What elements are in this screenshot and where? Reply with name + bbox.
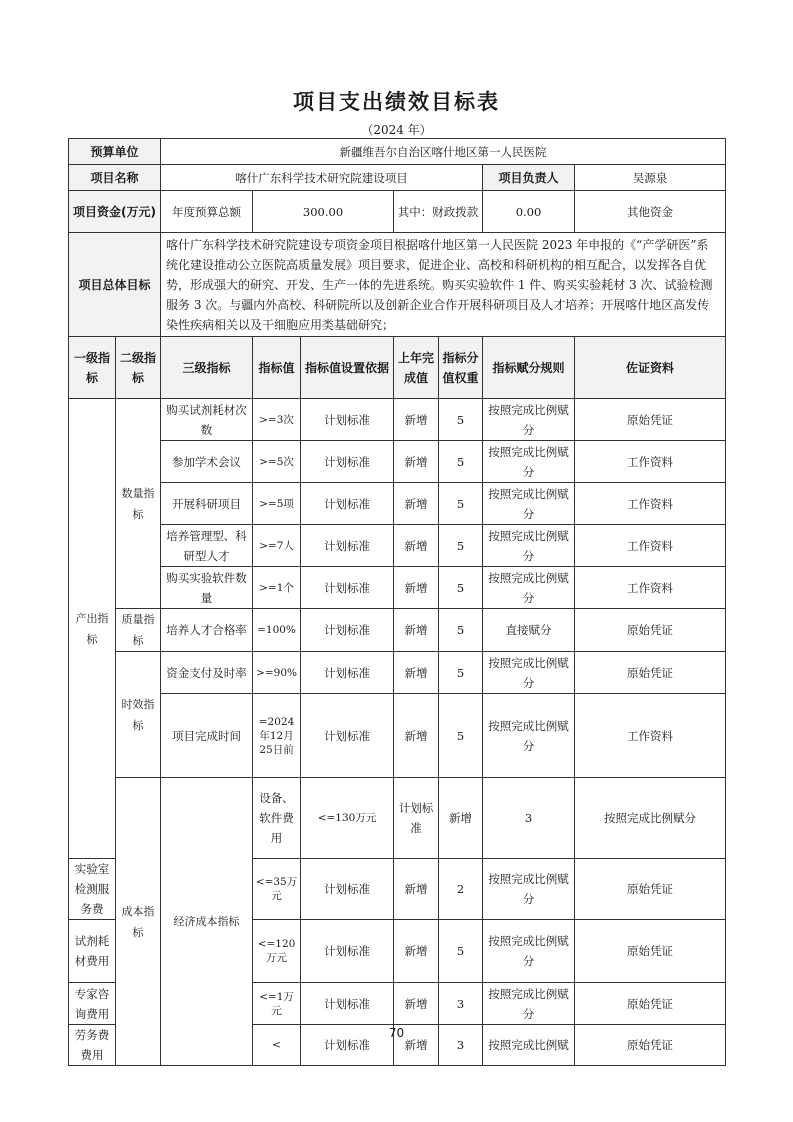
- indicator-value: >=3次: [253, 399, 301, 441]
- table-row: [69, 609, 726, 652]
- header-level1: 一级指标: [69, 337, 116, 399]
- indicator-weight: 5: [439, 525, 483, 567]
- table-row: [69, 567, 726, 609]
- indicator-value: >=5次: [253, 441, 301, 483]
- annual-label: 年度预算总额: [161, 191, 253, 233]
- indicator-rule: 直接赋分: [483, 609, 575, 652]
- indicator-name: 设备、软件费用: [253, 778, 301, 859]
- header-weight: 指标分值权重: [439, 337, 483, 399]
- indicator-basis: 计划标准: [301, 983, 394, 1025]
- indicator-value: <=130万元: [301, 778, 394, 859]
- indicator-last: 新增: [394, 859, 439, 920]
- header-level3: 三级指标: [161, 337, 253, 399]
- indicator-weight: 5: [439, 399, 483, 441]
- indicator-weight: 5: [439, 920, 483, 983]
- indicator-evidence: 原始凭证: [575, 983, 726, 1025]
- indicator-value: <=120万元: [253, 920, 301, 983]
- indicator-basis: 计划标准: [301, 525, 394, 567]
- indicator-basis: 计划标准: [301, 609, 394, 652]
- indicator-name: 开展科研项目: [161, 483, 253, 525]
- indicator-rule: 按照完成比例赋分: [483, 483, 575, 525]
- indicator-evidence: 工作资料: [575, 441, 726, 483]
- level2-quality: 质量指标: [116, 609, 161, 652]
- unit-label: 预算单位: [69, 139, 161, 165]
- goal-row: [69, 233, 726, 337]
- indicator-rule: 按照完成比例赋分: [483, 859, 575, 920]
- indicator-evidence: 工作资料: [575, 694, 726, 778]
- indicator-evidence: 原始凭证: [575, 609, 726, 652]
- year-subtitle: （2024 年）: [361, 123, 432, 137]
- indicator-rule: 按照完成比例赋分: [575, 778, 726, 859]
- goal-text: 喀什广东科学技术研究院建设专项资金项目根据喀什地区第一人民医院 2023 年申报的《“产学研医”系统化建设推动公立医院高质量发展》项目要求，促进企业、高校和科研机构的相互配合，以发挥各自优势，形成强大的研究、开发、生产一体的先进系统。购买实验软件 1 件、购买实验耗材 3 次、试验检测服务 3 次。与疆内外高校、科研院所以及创新企业合作开展科研项目及人才培养；开展喀什地区高发传染性疾病相关以及干细胞应用类基础研究；: [161, 233, 726, 337]
- indicator-value: >=5项: [253, 483, 301, 525]
- header-rule: 指标赋分规则: [483, 337, 575, 399]
- indicator-evidence: 工作资料: [575, 525, 726, 567]
- project-label: 项目名称: [69, 165, 161, 191]
- indicator-rule: 按照完成比例赋分: [483, 441, 575, 483]
- table-row: [69, 694, 726, 778]
- page-number: 70: [388, 1026, 405, 1040]
- indicator-rule: 按照完成比例赋: [483, 1025, 575, 1066]
- fiscal-label: 其中：财政拨款: [394, 191, 483, 233]
- indicator-basis: 计划标准: [301, 920, 394, 983]
- indicator-value: >=1个: [253, 567, 301, 609]
- indicator-evidence: 工作资料: [575, 483, 726, 525]
- indicator-name: 购买实验软件数量: [161, 567, 253, 609]
- budget-unit-row: [69, 139, 726, 165]
- indicator-last: 新增: [394, 652, 439, 694]
- indicator-last: 新增: [394, 1025, 439, 1066]
- indicator-weight: 5: [439, 652, 483, 694]
- level1-cost: 成本指标: [116, 778, 161, 1066]
- indicator-basis: 计划标准: [301, 399, 394, 441]
- indicator-weight: 3: [439, 983, 483, 1025]
- indicator-value: =100%: [253, 609, 301, 652]
- leader-label: 项目负责人: [483, 165, 575, 191]
- project-name-row: [69, 165, 726, 191]
- table-row: [69, 652, 726, 694]
- indicator-weight: 2: [439, 859, 483, 920]
- indicator-weight: 5: [439, 567, 483, 609]
- unit-value: 新疆维吾尔自治区喀什地区第一人民医院: [161, 139, 726, 165]
- indicator-name: 实验室检测服务费: [69, 859, 116, 920]
- indicator-value: >=7人: [253, 525, 301, 567]
- level2-timeliness: 时效指标: [116, 652, 161, 778]
- table-row: [69, 441, 726, 483]
- indicator-last: 新增: [394, 609, 439, 652]
- funds-row: [69, 191, 726, 233]
- indicator-value: <=1万元: [253, 983, 301, 1025]
- header-level2: 二级指标: [116, 337, 161, 399]
- indicator-name: 项目完成时间: [161, 694, 253, 778]
- page-title: 项目支出绩效目标表: [293, 90, 500, 114]
- indicator-weight: 5: [439, 441, 483, 483]
- indicator-name: 资金支付及时率: [161, 652, 253, 694]
- indicator-rule: 按照完成比例赋分: [483, 567, 575, 609]
- performance-table: [68, 138, 726, 1066]
- indicator-name: 劳务费费用: [69, 1025, 116, 1066]
- other-label: 其他资金: [575, 191, 726, 233]
- indicator-value: >=90%: [253, 652, 301, 694]
- level2-economic-cost: 经济成本指标: [161, 778, 253, 1066]
- leader-value: 吴源泉: [575, 165, 726, 191]
- indicator-name: 购买试剂耗材次数: [161, 399, 253, 441]
- indicator-last: 新增: [439, 778, 483, 859]
- table-row: [69, 778, 726, 859]
- indicator-name: 试剂耗材费用: [69, 920, 116, 983]
- indicator-basis: 计划标准: [301, 441, 394, 483]
- indicator-weight: 5: [439, 483, 483, 525]
- indicator-value: =2024年12月25日前: [253, 694, 301, 778]
- header-evidence: 佐证资料: [575, 337, 726, 399]
- indicator-name: 参加学术会议: [161, 441, 253, 483]
- table-row: [69, 483, 726, 525]
- indicator-basis: 计划标准: [301, 1025, 394, 1066]
- indicator-evidence: 工作资料: [575, 567, 726, 609]
- indicator-basis: 计划标准: [394, 778, 439, 859]
- indicator-rule: 按照完成比例赋分: [483, 920, 575, 983]
- indicator-basis: 计划标准: [301, 652, 394, 694]
- indicator-last: 新增: [394, 525, 439, 567]
- indicator-evidence: 原始凭证: [575, 859, 726, 920]
- indicator-evidence: 原始凭证: [575, 652, 726, 694]
- indicator-name: 培养人才合格率: [161, 609, 253, 652]
- table-row: [69, 525, 726, 567]
- indicator-name: 培养管理型、科研型人才: [161, 525, 253, 567]
- header-last-year: 上年完成值: [394, 337, 439, 399]
- indicator-basis: 计划标准: [301, 567, 394, 609]
- goal-label: 项目总体目标: [69, 233, 161, 337]
- indicator-rule: 按照完成比例赋分: [483, 694, 575, 778]
- level2-quantity: 数量指标: [116, 399, 161, 609]
- indicator-weight: 5: [439, 609, 483, 652]
- indicator-value: <=35万元: [253, 859, 301, 920]
- header-basis: 指标值设置依据: [301, 337, 394, 399]
- indicator-evidence: 原始凭证: [575, 1025, 726, 1066]
- indicator-weight: 3: [439, 1025, 483, 1066]
- indicator-rule: 按照完成比例赋分: [483, 983, 575, 1025]
- fiscal-value: 0.00: [483, 191, 575, 233]
- indicator-basis: 计划标准: [301, 483, 394, 525]
- funds-label: 项目资金(万元): [69, 191, 161, 233]
- indicator-name: 专家咨询费用: [69, 983, 116, 1025]
- project-value: 喀什广东科学技术研究院建设项目: [161, 165, 483, 191]
- indicator-rule: 按照完成比例赋分: [483, 399, 575, 441]
- table-row: [69, 399, 726, 441]
- indicator-last: 新增: [394, 441, 439, 483]
- indicator-basis: 计划标准: [301, 859, 394, 920]
- annual-value: 300.00: [253, 191, 394, 233]
- indicator-evidence: 原始凭证: [575, 399, 726, 441]
- indicator-rule: 按照完成比例赋分: [483, 652, 575, 694]
- indicator-last: 新增: [394, 399, 439, 441]
- indicator-last: 新增: [394, 694, 439, 778]
- indicator-value: <: [253, 1025, 301, 1066]
- indicator-last: 新增: [394, 567, 439, 609]
- level1-output: 产出指标: [69, 399, 116, 859]
- indicator-last: 新增: [394, 983, 439, 1025]
- indicator-last: 新增: [394, 920, 439, 983]
- indicator-evidence: 原始凭证: [575, 920, 726, 983]
- indicator-last: 新增: [394, 483, 439, 525]
- indicator-weight: 3: [483, 778, 575, 859]
- indicator-weight: 5: [439, 694, 483, 778]
- indicator-basis: 计划标准: [301, 694, 394, 778]
- header-value: 指标值: [253, 337, 301, 399]
- indicator-rule: 按照完成比例赋分: [483, 525, 575, 567]
- header-row: [69, 337, 726, 399]
